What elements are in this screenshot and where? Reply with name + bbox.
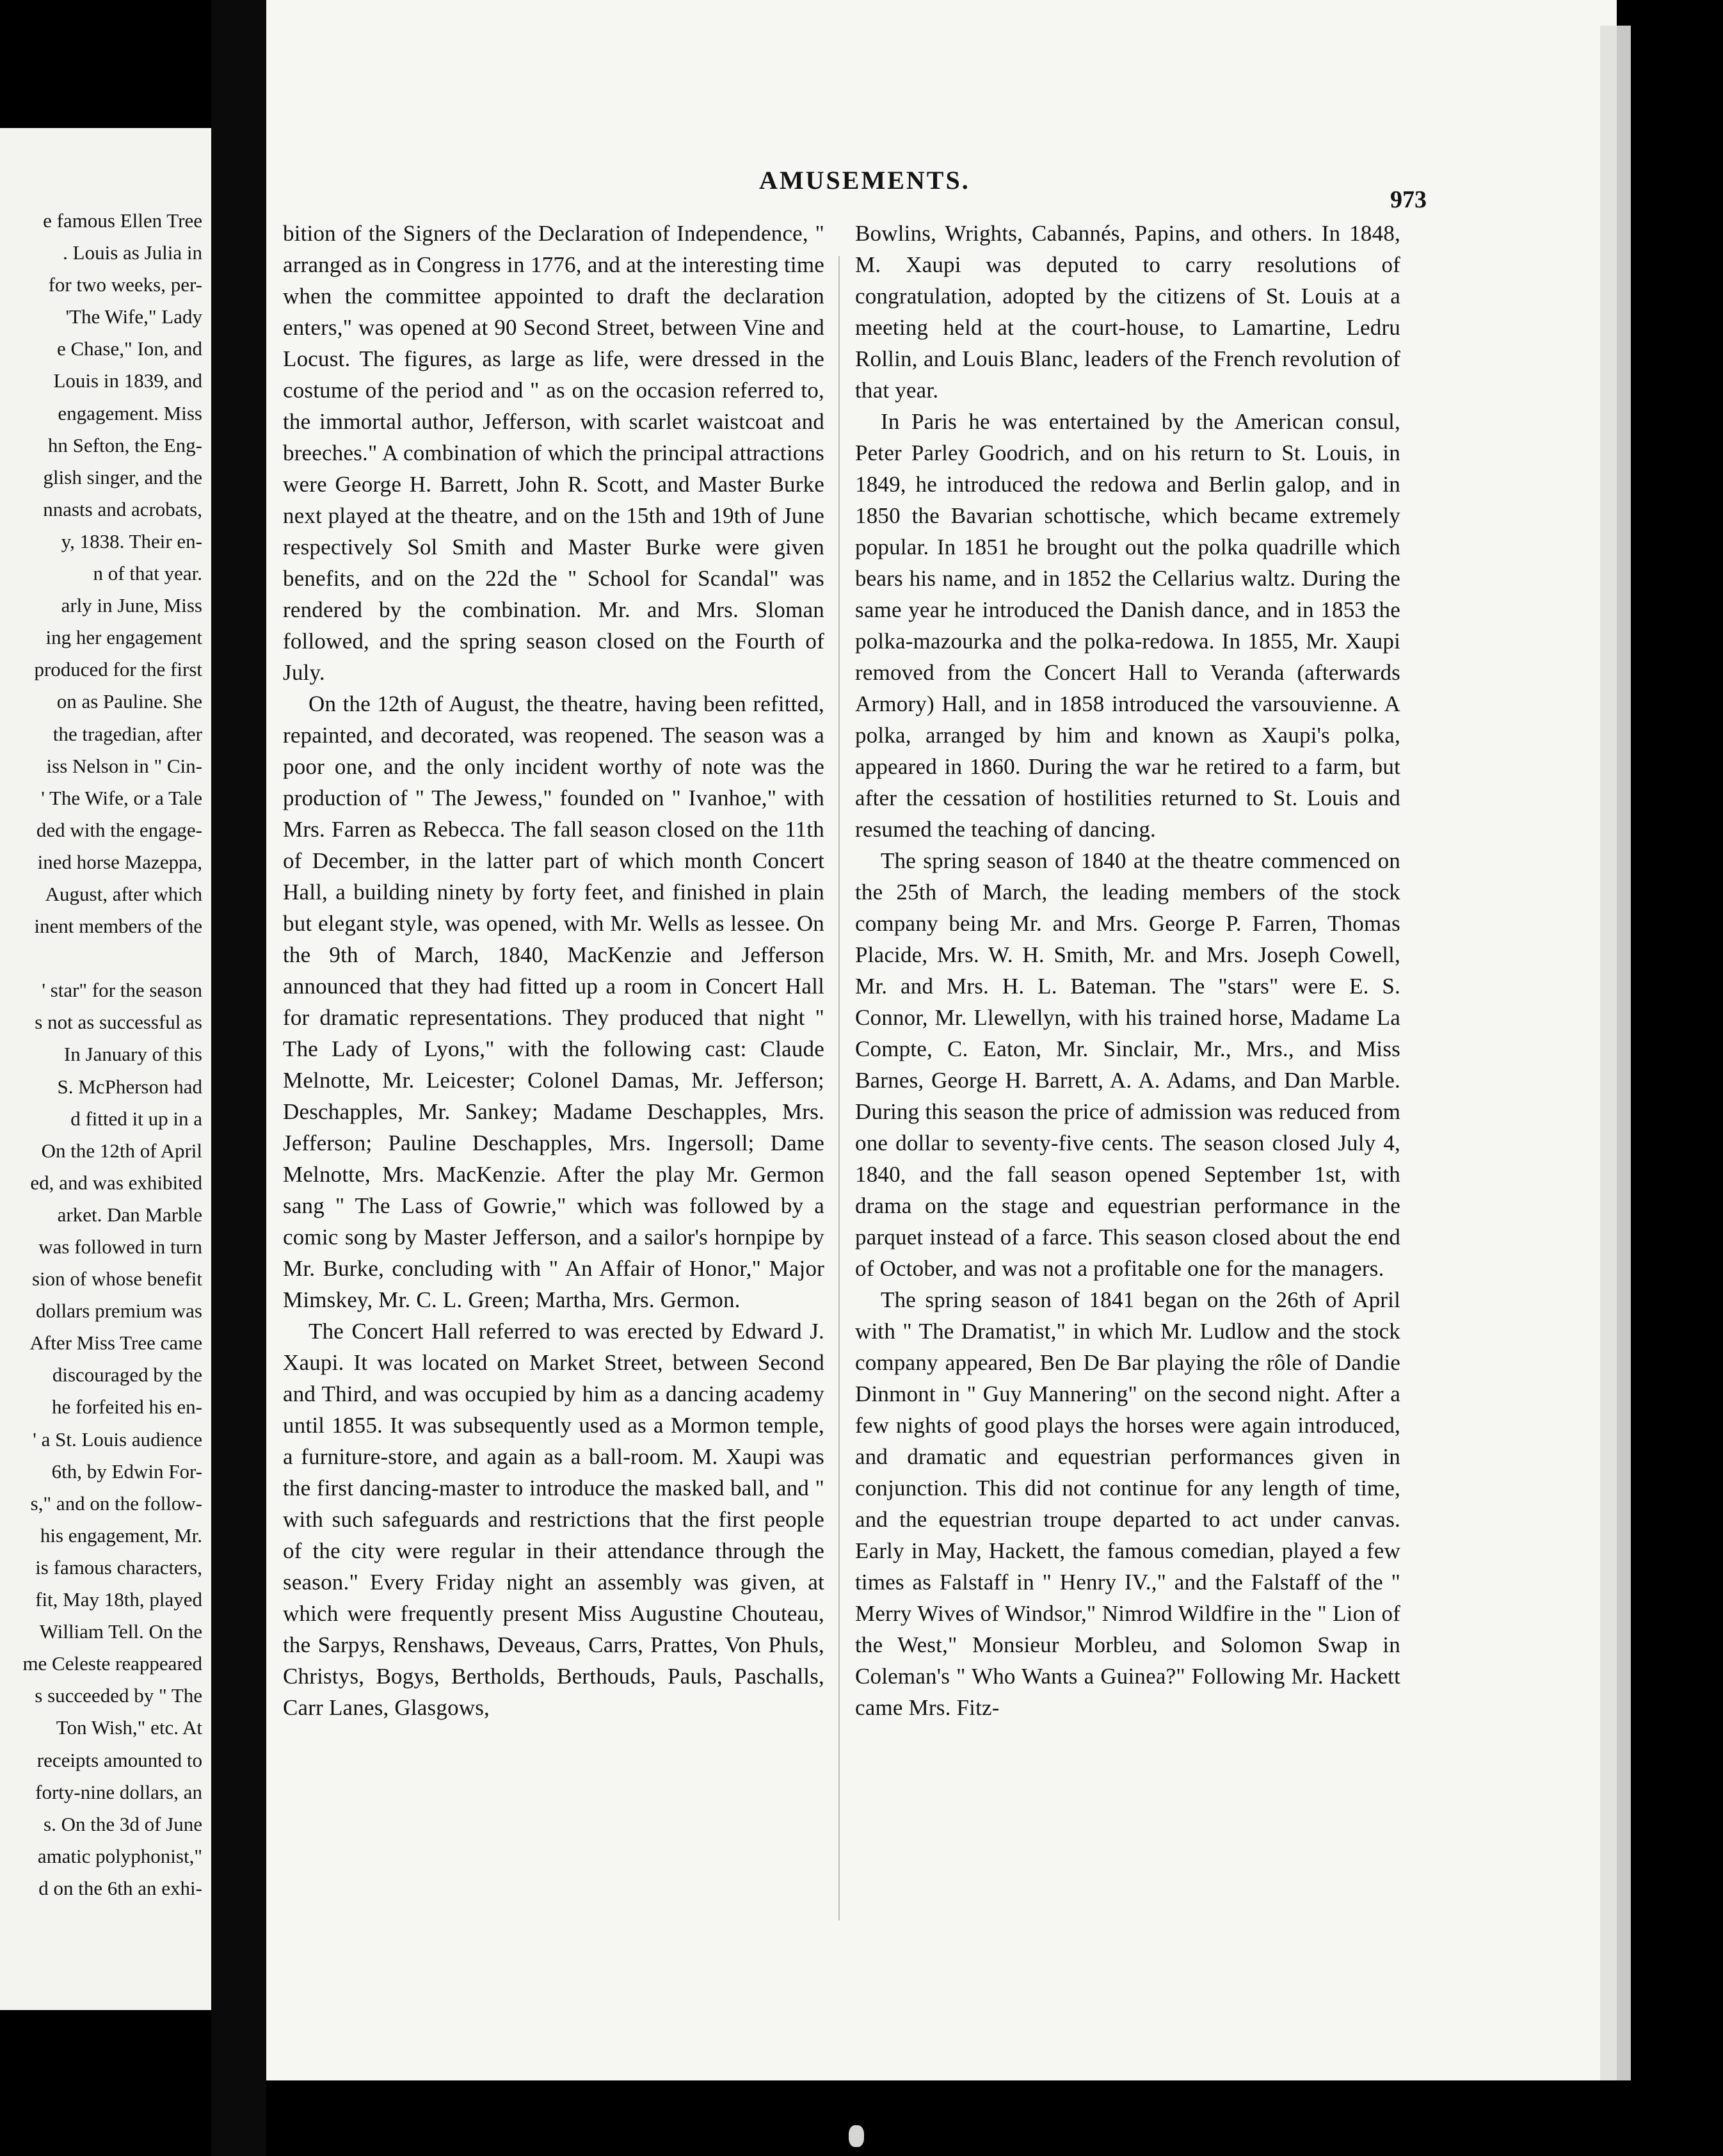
previous-page-line: ' a St. Louis audience	[33, 1428, 202, 1451]
previous-page-line: dollars premium was	[35, 1299, 202, 1323]
right-column	[855, 218, 1400, 1723]
previous-page-strip	[0, 128, 211, 2010]
previous-page-line: s not as successful as	[35, 1011, 202, 1034]
paragraph: The spring season of 1840 at the theatre commenced on the 25th of March, the leading members of the stock company being Mr. and Mrs. George P. Farren, Thomas Placide, Mrs. W. H. Smith, Mr. and Mrs. Joseph Cowell, Mr. and Mrs. H. L. Bateman. The "stars" were E. S. Connor, Mr. Llewellyn, with his trained horse, Madame La Compte, C. Eaton, Mr. Sinclair, Mr., Mrs., and Miss Barnes, George H. Barrett, A. A. Adams, and Dan Marble. During this season the price of admission was reduced from one dollar to seventy-five cents. The season closed July 4, 1840, and the fall season opened September 1st, with drama on the stage and equestrian performance in the parquet instead of a farce. This season closed about the end of October, and was not a profitable one for the managers.	[855, 848, 1400, 1281]
previous-page-line: William Tell. On the	[39, 1620, 202, 1643]
previous-page-text	[0, 205, 202, 1904]
paragraph: The Concert Hall referred to was erected by Edward J. Xaupi. It was located on Market Street, between Second and Third, and was occupied by him as a dancing academy until 1855. It was subsequently used as a Mormon temple, a furniture-store, and again as a ball-room. M. Xaupi was the first dancing-master to introduce the masked ball, and " with such safeguards and restrictions that the first people of the city were regular in their attendance through the season." Every Friday night an assembly was given, at which were frequently present Miss Augustine Chouteau, the Sarpys, Renshaws, Deveaus, Carrs, Prattes, Von Phuls, Christys, Bogys, Bertholds, Berthouds, Pauls, Paschalls, Carr Lanes, Glasgows,	[283, 1319, 824, 1720]
page-edge-shadow	[1600, 26, 1617, 2080]
previous-page-line: discouraged by the	[52, 1364, 202, 1387]
page-edge	[1617, 26, 1631, 2080]
left-column	[283, 218, 824, 1723]
previous-page-line: his engagement, Mr.	[40, 1524, 202, 1547]
previous-page-line: forty-nine dollars, an	[35, 1780, 202, 1803]
book-page	[266, 0, 1617, 2080]
paragraph: On the 12th of August, the theatre, having been refitted, repainted, and decorated, was reopened. The season was a poor one, and the only incident worthy of note was the production of " The Jewess," founded on " Ivanhoe," with Mrs. Farren as Rebecca. The fall season closed on the 11th of December, in the latter part of which month Concert Hall, a building ninety by forty feet, and finished in plain but elegant style, was opened, with Mr. Wells as lessee. On the 9th of March, 1840, MacKenzie and Jefferson announced that they had fitted up a room in Concert Hall for dramatic representations. They produced that night " The Lady of Lyons," with the following cast: Claude Melnotte, Mr. Leicester; Colonel Damas, Mr. Jefferson; Deschapples, Mr. Sankey; Madame Deschapples, Mrs. Jefferson; Pauline Deschapples, Mrs. Ingersoll; Dame Melnotte, Mrs. MacKenzie. After the play Mr. Germon sang " The Lass of Gowrie," which was followed by a comic song by Master Jefferson, and a sailor's hornpipe by Mr. Burke, concluding with " An Affair of Honor," Major Mimskey, Mr. C. L. Green; Martha, Mrs. Germon.	[283, 691, 824, 1312]
previous-page-line: hn Sefton, the Eng-	[47, 433, 202, 456]
page-number: 973	[1390, 186, 1427, 213]
previous-page-line: for two weeks, per-	[48, 273, 202, 296]
running-title: AMUSEMENTS.	[759, 166, 970, 195]
previous-page-line: d on the 6th an exhi-	[38, 1876, 202, 1899]
previous-page-line: inent members of the	[34, 915, 202, 938]
page-header	[266, 165, 1617, 213]
previous-page-line: e Chase," Ion, and	[56, 337, 202, 360]
previous-page-line: . Louis as Julia in	[63, 241, 202, 264]
book-gutter	[211, 0, 266, 2156]
previous-page-line: engagement. Miss	[58, 401, 202, 424]
previous-page-line: ' The Wife, or a Tale	[41, 786, 202, 809]
previous-page-line: was followed in turn	[38, 1235, 202, 1258]
previous-page-line: 6th, by Edwin For-	[51, 1460, 202, 1483]
previous-page-line: the tragedian, after	[52, 722, 202, 745]
previous-page-line: amatic polyphonist,"	[37, 1844, 202, 1867]
paragraph: The spring season of 1841 began on the 26th of April with " The Dramatist," in which Mr. Ludlow and the stock company appeared, Ben De Bar playing the rôle of Dandie Dinmont in " Guy Mannering" on the second night. After a few nights of good plays the horses were again introduced, and dramatic and equestrian performances given in conjunction. This did not continue for any length of time, and the equestrian troupe departed to act under canvas. Early in May, Hackett, the famous comedian, played a few times as Falstaff in " Henry IV.," and the Falstaff of the " Merry Wives of Windsor," Nimrod Wildfire in the " Lion of the West," Monsieur Morbleu, and Solomon Swap in Coleman's " Who Wants a Guinea?" Following Mr. Hackett came Mrs. Fitz-	[855, 1287, 1400, 1720]
previous-page-line: arly in June, Miss	[61, 594, 202, 617]
previous-page-line: 'The Wife," Lady	[65, 305, 202, 328]
column-divider	[838, 256, 840, 1920]
previous-page-line: s," and on the follow-	[30, 1492, 202, 1515]
previous-page-line: sion of whose benefit	[31, 1267, 202, 1291]
previous-page-line: In January of this	[63, 1043, 202, 1066]
previous-page-line: ' star" for the season	[42, 979, 202, 1002]
previous-page-line: e famous Ellen Tree	[43, 209, 202, 232]
previous-page-line: ing her engagement	[45, 626, 202, 649]
previous-page-line: he forfeited his en-	[52, 1396, 202, 1419]
previous-page-line: y, 1838. Their en-	[61, 529, 202, 552]
paragraph: bition of the Signers of the Declaration of Independence, " arranged as in Congress in 1776, and at the interesting time when the committee appointed to draft the declaration enters," was opened at 90 Second Street, between Vine and Locust. The figures, as large as life, were dressed in the costume of the period and " as on the occasion referred to, the immortal author, Jefferson, with scarlet waistcoat and breeches." A combination of which the principal attractions were George H. Barrett, John R. Scott, and Master Burke next played at the theatre, and on the 15th and 19th of June respectively Sol Smith and Master Burke were given benefits, and on the 22d the " School for Scandal" was rendered by the combination. Mr. and Mrs. Sloman followed, and the spring season closed on the Fourth of July.	[283, 221, 824, 685]
previous-page-line: glish singer, and the	[43, 465, 202, 488]
previous-page-line: s. On the 3d of June	[44, 1812, 202, 1835]
previous-page-line: produced for the first	[34, 658, 202, 681]
previous-page-line: ded with the engage-	[36, 818, 202, 841]
previous-page-line: S. McPherson had	[57, 1075, 202, 1098]
previous-page-line: on as Pauline. She	[56, 690, 202, 713]
previous-page-line: After Miss Tree came	[29, 1331, 202, 1355]
previous-page-line: fit, May 18th, played	[35, 1588, 202, 1611]
previous-page-line: receipts amounted to	[36, 1748, 202, 1771]
previous-page-line: arket. Dan Marble	[57, 1203, 202, 1226]
previous-page-line: August, after which	[45, 882, 202, 905]
previous-page-line: ed, and was exhibited	[30, 1171, 202, 1194]
previous-page-line: Louis in 1839, and	[53, 369, 202, 392]
previous-page-line: n of that year.	[93, 562, 202, 585]
previous-page-line: On the 12th of April	[41, 1139, 202, 1162]
previous-page-line: Ton Wish," etc. At	[56, 1716, 202, 1739]
previous-page-line: ined horse Mazeppa,	[37, 850, 202, 873]
previous-page-line: nnasts and acrobats,	[43, 497, 202, 520]
paragraph: In Paris he was entertained by the American consul, Peter Parley Goodrich, and on his return to St. Louis, in 1849, he introduced the redowa and Berlin galop, and in 1850 the Bavarian schottische, which became extremely popular. In 1851 he brought out the polka quadrille which bears his name, and in 1852 the Cellarius waltz. During the same year he introduced the Danish dance, and in 1853 the polka-mazourka and the polka-redowa. In 1855, Mr. Xaupi removed from the Concert Hall to Veranda (afterwards Armory) Hall, and in 1858 introduced the varsouvienne. A polka, arranged by him and known as Xaupi's polka, appeared in 1860. During the war he retired to a farm, but after the cessation of hostilities returned to St. Louis and resumed the teaching of dancing.	[855, 409, 1400, 842]
previous-page-line: me Celeste reappeared	[22, 1652, 202, 1675]
previous-page-line: d fitted it up in a	[70, 1107, 202, 1130]
previous-page-line: iss Nelson in " Cin-	[46, 754, 202, 777]
previous-page-line: is famous characters,	[35, 1556, 202, 1579]
previous-page-line	[0, 942, 202, 974]
ink-blot	[849, 2125, 864, 2147]
paragraph: Bowlins, Wrights, Cabannés, Papins, and others. In 1848, M. Xaupi was deputed to carry resolutions of congratulation, adopted by the citizens of St. Louis at a meeting held at the court-house, to Lamartine, Ledru Rollin, and Louis Blanc, leaders of the French revolution of that year.	[855, 221, 1400, 403]
previous-page-line: s succeeded by " The	[35, 1684, 202, 1707]
